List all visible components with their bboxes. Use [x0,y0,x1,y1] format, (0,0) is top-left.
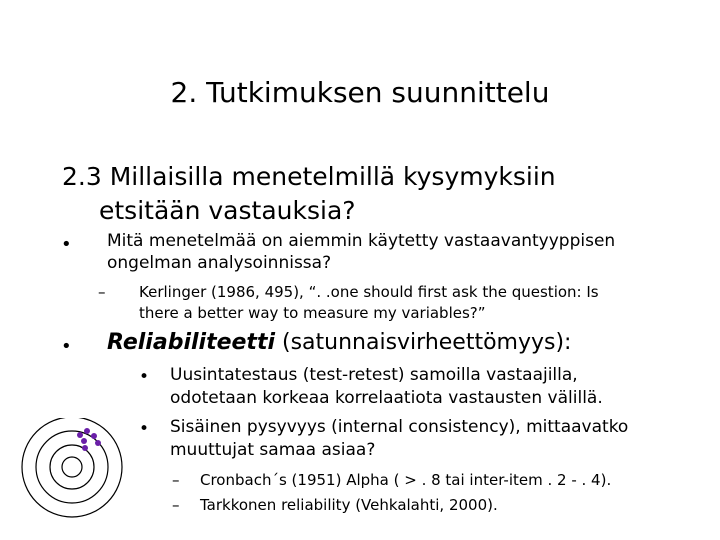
dash-marker: – [172,496,180,514]
test-retest-line2: odotetaan korkeaa korrelaatiota vastausten välillä. [170,388,603,408]
tarkkonen-item: Tarkkonen reliability (Vehkalahti, 2000). [200,496,498,514]
internal-consistency-item [170,416,628,462]
bullet-methods-line1: Mitä menetelmää on aiemmin käytetty vastaavantyyppisen [107,231,616,251]
reliability-term: Reliabiliteetti [107,330,275,355]
target-inner-ring [50,445,94,489]
target-icon [20,418,124,522]
bullet-marker: • [139,419,150,439]
dash-marker: – [98,283,106,301]
dash-marker: – [172,471,180,489]
target-bullseye [62,457,82,477]
test-retest-item [170,364,603,410]
kerlinger-quote [139,282,599,324]
internal-consistency-line1: Sisäinen pysyvyys (internal consistency), mittaavatko [170,417,629,437]
bullet-reliability [107,330,571,355]
section-heading [62,160,556,228]
internal-consistency-line2: muuttujat samaa asiaa? [170,440,376,460]
bullet-marker: • [61,234,72,255]
hit-dot [82,445,88,451]
bullet-methods [107,230,615,274]
section-heading-line1: 2.3 Millaisilla menetelmillä kysymyksiin [62,162,556,191]
kerlinger-quote-line2: there a better way to measure my variables?” [139,304,486,322]
hit-dot [81,438,87,444]
cronbach-alpha-item: Cronbach´s (1951) Alpha ( > . 8 tai inter-item . 2 - . 4). [200,471,612,489]
hit-dot [84,428,90,434]
bullet-marker: • [139,367,150,387]
hit-dot [77,432,83,438]
reliability-rest: (satunnaisvirheettömyys): [275,330,572,355]
slide-title: 2. Tutkimuksen suunnittelu [170,76,550,109]
test-retest-line1: Uusintatestaus (test-retest) samoilla vastaajilla, [170,365,578,385]
hit-dot [91,433,97,439]
hit-dot [95,440,101,446]
target-outer-ring [22,418,122,517]
bullet-marker: • [61,336,72,357]
section-heading-line2: etsitään vastauksia? [99,196,356,225]
kerlinger-quote-line1: Kerlinger (1986, 495), “. .one should first ask the question: Is [139,283,599,301]
bullet-methods-line2: ongelman analysoinnissa? [107,253,332,273]
